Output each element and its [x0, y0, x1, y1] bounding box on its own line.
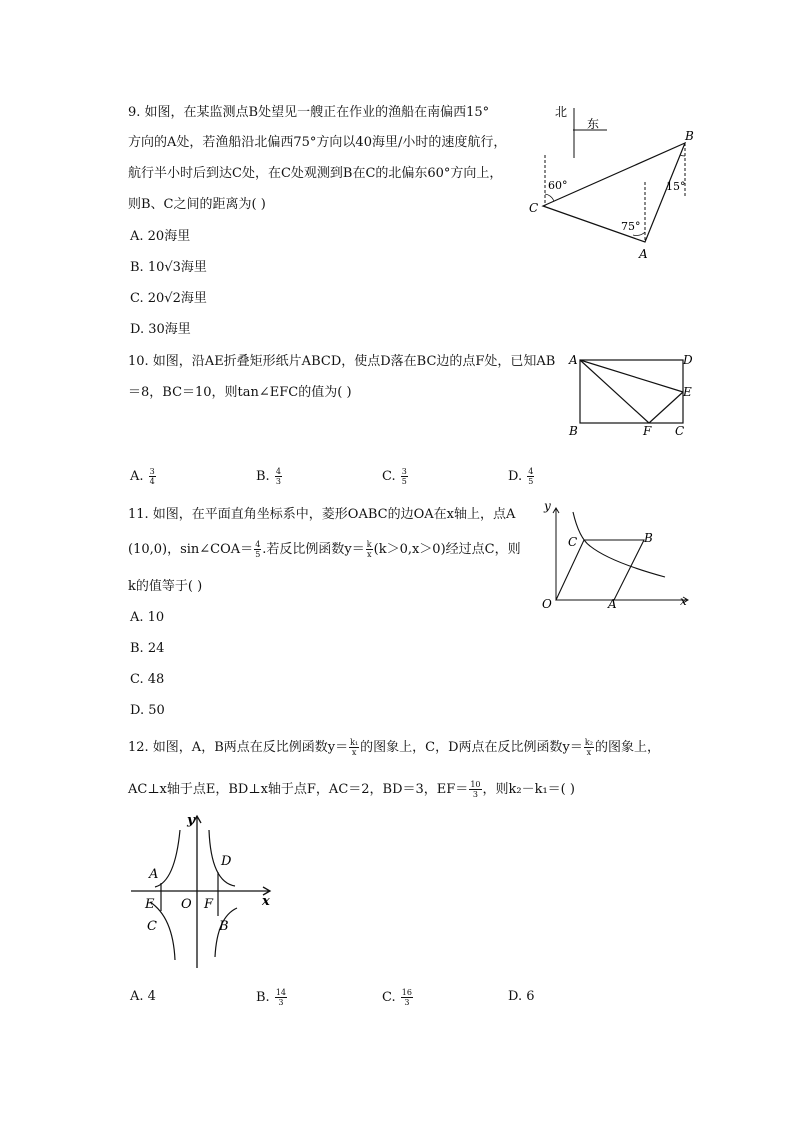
q12-option-c[interactable]: C. $\frac{16}{3}$	[382, 988, 412, 1007]
q11-option-b[interactable]: B. 24	[130, 641, 165, 656]
east-label: 东	[587, 117, 600, 131]
q10-line-2: ＝8，BC＝10，则tan∠EFC的值为( )	[128, 385, 352, 400]
q10-option-a[interactable]: A. $\frac{3}{4}$	[130, 467, 155, 486]
q9-option-b[interactable]: B. 10√3海里	[130, 260, 207, 275]
north-label: 北	[555, 105, 568, 119]
point-c-label: C	[675, 424, 685, 438]
q11-line-2: (10,0)，sin∠COA＝ $\frac{4}{5}$ .若反比例函数y＝ $\frac{k}{x}$ (k＞0,x＞0)经过点C，则	[128, 540, 521, 559]
point-b-label: B	[569, 424, 578, 438]
q12-line-1: 12. 如图，A，B两点在反比例函数y＝ $\frac{\text{k₁}}{x}$ 的图象上，C，D两点在反比例函数y＝ $\frac{\text{k₂}}{x}$ 的图象上，	[128, 738, 660, 757]
point-e-label: E	[683, 385, 692, 399]
q12-option-a[interactable]: A. 4	[130, 989, 156, 1004]
point-f-label: F	[643, 424, 652, 438]
q12-option-b[interactable]: B. $\frac{14}{3}$	[256, 988, 287, 1007]
q9-line-4: 则B、C之间的距离为( )	[128, 197, 266, 212]
y-axis-label: y	[544, 499, 551, 513]
q9-option-d[interactable]: D. 30海里	[130, 322, 191, 337]
point-b-label: B	[644, 531, 653, 545]
point-a-label: A	[569, 353, 578, 367]
point-c-label: C	[147, 919, 157, 934]
q10-option-d[interactable]: D. $\frac{4}{5}$	[508, 467, 534, 486]
point-b-label: B	[219, 919, 229, 934]
point-b-label: B	[685, 129, 694, 143]
y-axis-label: y	[187, 813, 195, 828]
point-d-label: D	[683, 353, 693, 367]
q11-line-1: 11. 如图，在平面直角坐标系中，菱形OABC的边OA在x轴上，点A	[128, 507, 516, 522]
origin-label: O	[542, 597, 552, 611]
point-d-label: D	[221, 854, 232, 869]
origin-label: O	[181, 897, 192, 912]
x-axis-label: x	[262, 894, 270, 909]
point-e-label: E	[145, 897, 155, 912]
q9-figure	[525, 98, 705, 263]
q9-line-3: 航行半小时后到达C处，在C处观测到B在C的北偏东60°方向上，	[128, 166, 503, 181]
q11-option-c[interactable]: C. 48	[130, 672, 165, 687]
q10-figure	[565, 350, 700, 440]
point-a-label: A	[149, 867, 159, 882]
q9-option-c[interactable]: C. 20√2海里	[130, 291, 207, 306]
q11-option-d[interactable]: D. 50	[130, 703, 165, 718]
point-f-label: F	[204, 897, 214, 912]
point-c-label: C	[568, 535, 578, 549]
q9-option-a[interactable]: A. 20海里	[130, 229, 191, 244]
angle-75-label: 75°	[621, 220, 641, 233]
angle-60-label: 60°	[548, 179, 568, 192]
point-a-label: A	[639, 247, 648, 261]
q10-option-b[interactable]: B. $\frac{4}{3}$	[256, 467, 281, 486]
q10-line-1: 10. 如图，沿AE折叠矩形纸片ABCD，使点D落在BC边的点F处，已知AB	[128, 354, 556, 369]
point-c-label: C	[529, 201, 539, 215]
q11-option-a[interactable]: A. 10	[130, 610, 165, 625]
q9-line-2: 方向的A处，若渔船沿北偏西75°方向以40海里/小时的速度航行，	[128, 135, 507, 150]
q11-figure	[540, 500, 700, 615]
q12-figure	[125, 812, 280, 972]
q12-option-d[interactable]: D. 6	[508, 989, 535, 1004]
q9-line-1: 9. 如图，在某监测点B处望见一艘正在作业的渔船在南偏西15°	[128, 105, 490, 120]
q10-option-c[interactable]: C. $\frac{3}{5}$	[382, 467, 407, 486]
q12-line-2: AC⊥x轴于点E，BD⊥x轴于点F，AC＝2，BD＝3，EF＝ $\frac{10}{3}$ ，则k₂－k₁＝( )	[128, 780, 575, 799]
x-axis-label: x	[680, 594, 687, 608]
q11-line-3: k的值等于( )	[128, 579, 203, 594]
point-a-label: A	[608, 597, 617, 611]
angle-15-label: 15°	[666, 180, 686, 193]
